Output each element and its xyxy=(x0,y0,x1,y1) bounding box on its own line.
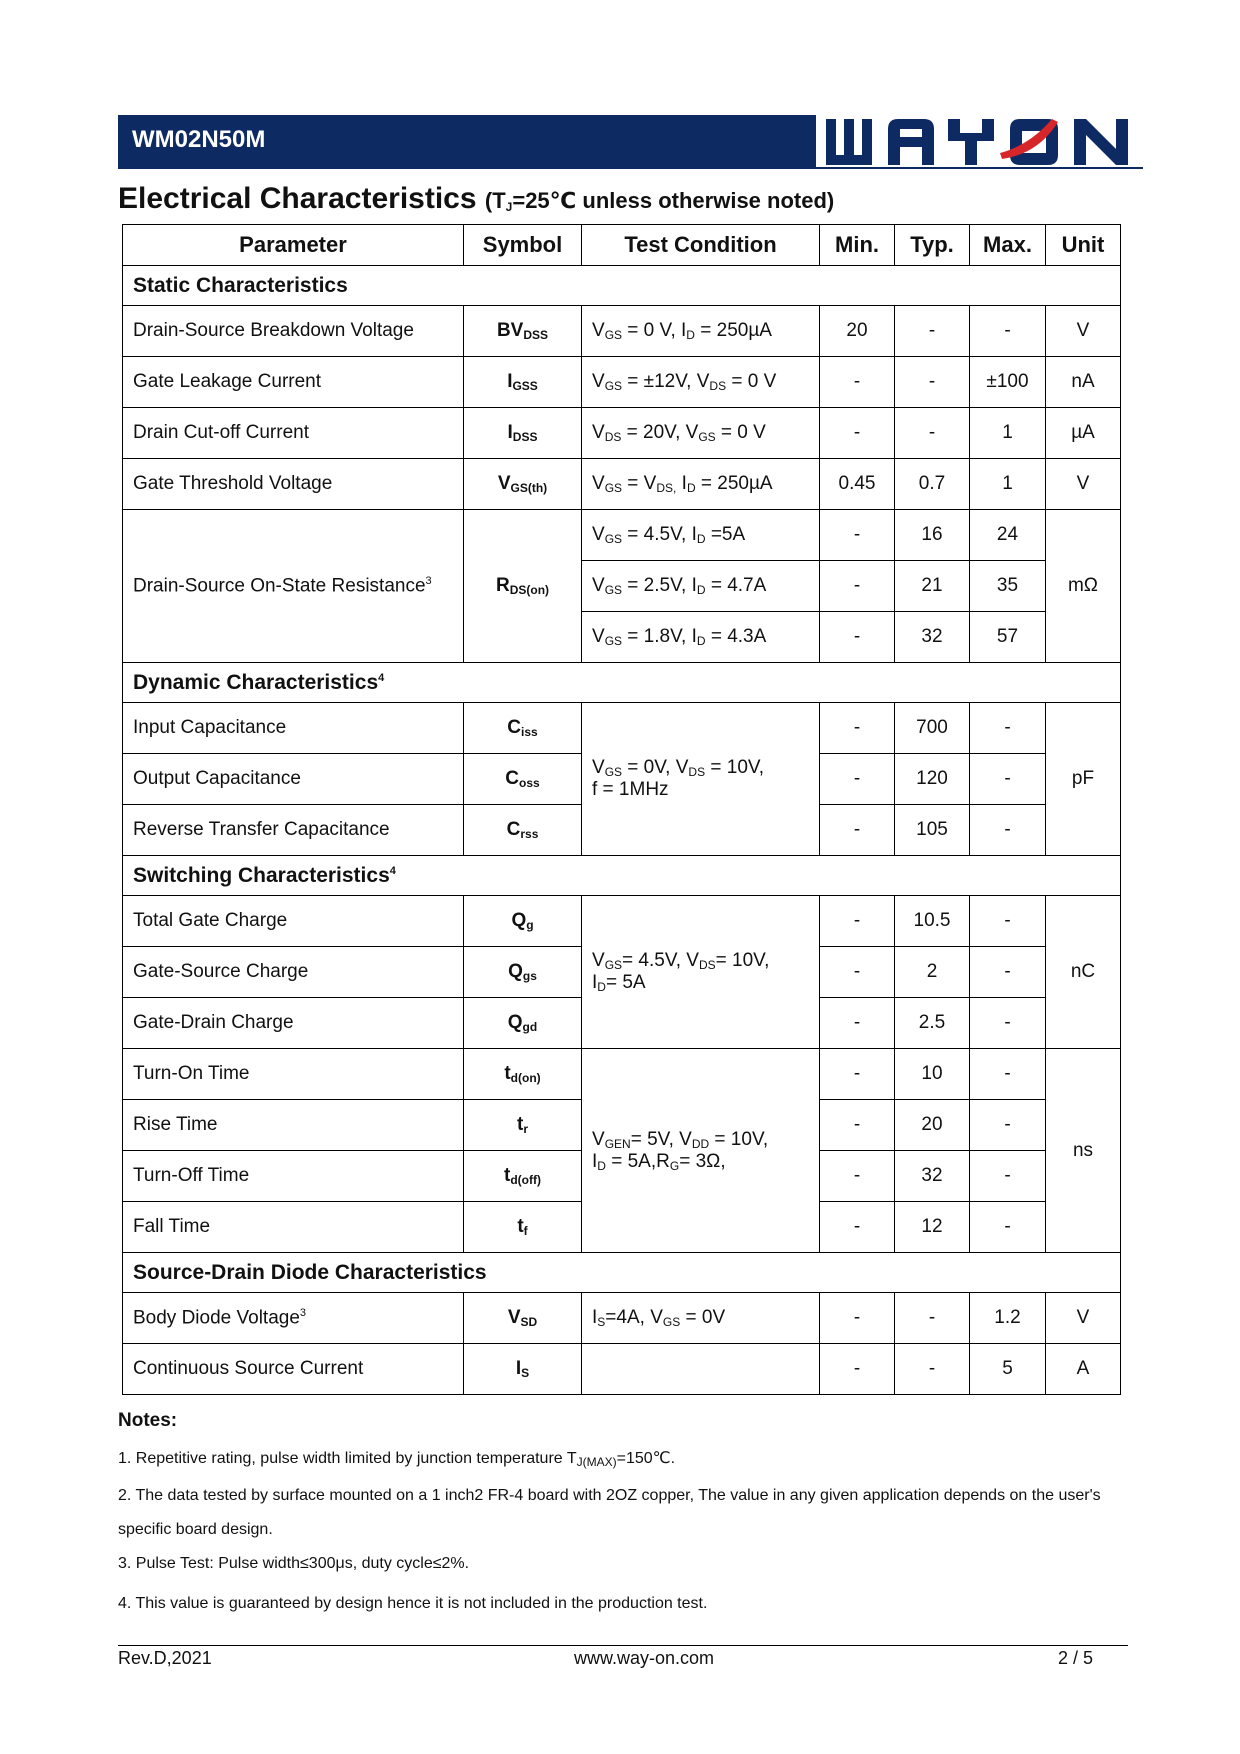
group-row-switching xyxy=(123,856,1121,896)
unit-cell: V xyxy=(1046,1293,1121,1344)
table-row xyxy=(123,1049,1121,1100)
param-cell: Gate Threshold Voltage xyxy=(123,459,464,510)
table-header-row xyxy=(123,225,1121,266)
typ-cell: - xyxy=(895,1293,970,1344)
note-3: 3. Pulse Test: Pulse width≤300μs, duty cycle≤2%. xyxy=(118,1555,470,1572)
table-row xyxy=(123,896,1121,947)
param-cell: Turn-On Time xyxy=(123,1049,464,1100)
unit-cell: V xyxy=(1046,459,1121,510)
min-cell: - xyxy=(820,1100,895,1151)
min-cell: - xyxy=(820,1151,895,1202)
column-header: Unit xyxy=(1046,225,1121,266)
max-cell: - xyxy=(970,805,1046,856)
symbol-cell: $V_{GS(th)}$ xyxy=(464,459,582,510)
min-cell: - xyxy=(820,561,895,612)
symbol-cell: $C_{rss}$ xyxy=(464,805,582,856)
group-row-diode xyxy=(123,1253,1121,1293)
param-cell: Drain-Source On-State Resistance$^3$ xyxy=(123,510,464,663)
condition-cell: $V_{GS} = 2.5V$, $I_D = 4.7A$ xyxy=(582,561,820,612)
footer-rule xyxy=(118,1645,1128,1646)
symbol-cell: $C_{iss}$ xyxy=(464,703,582,754)
max-cell: - xyxy=(970,754,1046,805)
max-cell: 24 xyxy=(970,510,1046,561)
min-cell: - xyxy=(820,805,895,856)
group-row-static xyxy=(123,266,1121,306)
condition-cell: $I_S=4A$, $V_{GS} = 0V$ xyxy=(582,1293,820,1344)
min-cell: 20 xyxy=(820,306,895,357)
min-cell: - xyxy=(820,1344,895,1395)
min-cell: - xyxy=(820,510,895,561)
group-label: Dynamic Characteristics$^4$ xyxy=(123,663,1121,703)
condition-cell: $V_{GS} = 0$ V, $I_D = 250\mu A$ xyxy=(582,306,820,357)
unit-cell: nC xyxy=(1046,896,1121,1049)
table-row xyxy=(123,459,1121,510)
param-cell: Continuous Source Current xyxy=(123,1344,464,1395)
typ-cell: - xyxy=(895,306,970,357)
min-cell: - xyxy=(820,998,895,1049)
condition-cell: $V_{GS} = \pm 12V$, $V_{DS} = 0$ V xyxy=(582,357,820,408)
max-cell: - xyxy=(970,1151,1046,1202)
param-cell: Rise Time xyxy=(123,1100,464,1151)
min-cell: - xyxy=(820,1202,895,1253)
column-header: Symbol xyxy=(464,225,582,266)
symbol-cell: $t_{d(off)}$ xyxy=(464,1151,582,1202)
typ-cell: 21 xyxy=(895,561,970,612)
typ-cell: 10 xyxy=(895,1049,970,1100)
unit-cell: V xyxy=(1046,306,1121,357)
symbol-cell: $I_{GSS}$ xyxy=(464,357,582,408)
condition-cell xyxy=(582,1344,820,1395)
symbol-cell: $Q_{gs}$ xyxy=(464,947,582,998)
max-cell: 35 xyxy=(970,561,1046,612)
symbol-cell: $BV_{DSS}$ xyxy=(464,306,582,357)
typ-cell: 0.7 xyxy=(895,459,970,510)
condition-cell: $V_{GS} = V_{DS,}$ $I_D = 250\mu A$ xyxy=(582,459,820,510)
column-header: Max. xyxy=(970,225,1046,266)
param-cell: Gate Leakage Current xyxy=(123,357,464,408)
section-title xyxy=(118,182,834,216)
wayon-logo xyxy=(824,113,1142,169)
param-cell: Fall Time xyxy=(123,1202,464,1253)
param-cell: Drain Cut-off Current xyxy=(123,408,464,459)
max-cell: - xyxy=(970,1100,1046,1151)
column-header: Min. xyxy=(820,225,895,266)
condition-cell: $V_{DS} = 20V$, $V_{GS} = 0$ V xyxy=(582,408,820,459)
max-cell: ±100 xyxy=(970,357,1046,408)
table-row xyxy=(123,357,1121,408)
symbol-cell: $Q_{gd}$ xyxy=(464,998,582,1049)
column-header: Typ. xyxy=(895,225,970,266)
column-header: Test Condition xyxy=(582,225,820,266)
typ-cell: 32 xyxy=(895,1151,970,1202)
typ-cell: - xyxy=(895,357,970,408)
max-cell: 5 xyxy=(970,1344,1046,1395)
min-cell: - xyxy=(820,1293,895,1344)
table-row xyxy=(123,703,1121,754)
min-cell: - xyxy=(820,896,895,947)
notes-title: Notes: xyxy=(118,1410,178,1431)
max-cell: 1 xyxy=(970,408,1046,459)
max-cell: 1.2 xyxy=(970,1293,1046,1344)
unit-cell: nA xyxy=(1046,357,1121,408)
section-condition: ($T_J=25℃$ unless otherwise noted) xyxy=(484,188,835,214)
unit-cell: µA xyxy=(1046,408,1121,459)
param-cell: Total Gate Charge xyxy=(123,896,464,947)
typ-cell: 16 xyxy=(895,510,970,561)
min-cell: - xyxy=(820,703,895,754)
symbol-cell: $t_r$ xyxy=(464,1100,582,1151)
condition-cell: $V_{GS} = 1.8V$, $I_D = 4.3A$ xyxy=(582,612,820,663)
typ-cell: 32 xyxy=(895,612,970,663)
table-row xyxy=(123,1344,1121,1395)
param-cell: Gate-Drain Charge xyxy=(123,998,464,1049)
min-cell: - xyxy=(820,1049,895,1100)
part-number: WM02N50M xyxy=(132,126,266,153)
param-cell: Reverse Transfer Capacitance xyxy=(123,805,464,856)
unit-cell: A xyxy=(1046,1344,1121,1395)
condition-cell: $V_{GEN}= 5V$, $V_{DD} = 10V$, $I_D = 5A,R_G= 3\Omega$, xyxy=(582,1049,820,1253)
typ-cell: 10.5 xyxy=(895,896,970,947)
unit-cell: ns xyxy=(1046,1049,1121,1253)
typ-cell: 20 xyxy=(895,1100,970,1151)
electrical-characteristics-table xyxy=(122,224,1121,1395)
max-cell: 57 xyxy=(970,612,1046,663)
max-cell: - xyxy=(970,306,1046,357)
symbol-cell: $t_f$ xyxy=(464,1202,582,1253)
note-2: 2. The data tested by surface mounted on a 1 inch2 FR-4 board with 2OZ copper, The value in any given application depends on the user's specific board design. xyxy=(118,1487,1101,1538)
table-row xyxy=(123,1293,1121,1344)
group-label: Static Characteristics xyxy=(123,266,1121,306)
max-cell: 1 xyxy=(970,459,1046,510)
unit-cell: mΩ xyxy=(1046,510,1121,663)
note-4: 4. This value is guaranteed by design hence it is not included in the production test. xyxy=(118,1595,708,1612)
symbol-cell: $C_{oss}$ xyxy=(464,754,582,805)
max-cell: - xyxy=(970,998,1046,1049)
notes-section xyxy=(118,1410,1128,1621)
symbol-cell: $R_{DS(on)}$ xyxy=(464,510,582,663)
condition-cell: $V_{GS} = 4.5V$, $I_D =5A$ xyxy=(582,510,820,561)
min-cell: 0.45 xyxy=(820,459,895,510)
typ-cell: - xyxy=(895,1344,970,1395)
param-cell: Turn-Off Time xyxy=(123,1151,464,1202)
max-cell: - xyxy=(970,947,1046,998)
section-title-text: Electrical Characteristics xyxy=(118,182,477,215)
symbol-cell: $t_{d(on)}$ xyxy=(464,1049,582,1100)
table-row xyxy=(123,510,1121,561)
symbol-cell: $I_{DSS}$ xyxy=(464,408,582,459)
column-header: Parameter xyxy=(123,225,464,266)
typ-cell: - xyxy=(895,408,970,459)
group-label: Switching Characteristics$^4$ xyxy=(123,856,1121,896)
symbol-cell: $I_S$ xyxy=(464,1344,582,1395)
footer-revision: Rev.D,2021 xyxy=(118,1648,212,1668)
param-cell: Gate-Source Charge xyxy=(123,947,464,998)
param-cell: Output Capacitance xyxy=(123,754,464,805)
max-cell: - xyxy=(970,1202,1046,1253)
typ-cell: 2.5 xyxy=(895,998,970,1049)
min-cell: - xyxy=(820,408,895,459)
table-row xyxy=(123,408,1121,459)
param-cell: Drain-Source Breakdown Voltage xyxy=(123,306,464,357)
note-1: 1. Repetitive rating, pulse width limited by junction temperature $T_{J(MAX)}=150℃$. xyxy=(118,1450,676,1469)
min-cell: - xyxy=(820,357,895,408)
min-cell: - xyxy=(820,612,895,663)
symbol-cell: $Q_g$ xyxy=(464,896,582,947)
max-cell: - xyxy=(970,896,1046,947)
condition-cell: $V_{GS}= 4.5V$, $V_{DS}= 10V$, $I_D= 5A$ xyxy=(582,896,820,1049)
typ-cell: 700 xyxy=(895,703,970,754)
param-cell: Body Diode Voltage$^3$ xyxy=(123,1293,464,1344)
max-cell: - xyxy=(970,703,1046,754)
typ-cell: 120 xyxy=(895,754,970,805)
typ-cell: 2 xyxy=(895,947,970,998)
footer-page-number: 2 / 5 xyxy=(1058,1648,1094,1668)
condition-cell: $V_{GS} = 0V$, $V_{DS} = 10V$, f = 1MHz xyxy=(582,703,820,856)
min-cell: - xyxy=(820,754,895,805)
min-cell: - xyxy=(820,947,895,998)
param-cell: Input Capacitance xyxy=(123,703,464,754)
typ-cell: 12 xyxy=(895,1202,970,1253)
typ-cell: 105 xyxy=(895,805,970,856)
group-row-dynamic xyxy=(123,663,1121,703)
table-row xyxy=(123,306,1121,357)
symbol-cell: $V_{SD}$ xyxy=(464,1293,582,1344)
unit-cell: pF xyxy=(1046,703,1121,856)
header-bar xyxy=(118,115,816,167)
group-label: Source-Drain Diode Characteristics xyxy=(123,1253,1121,1293)
max-cell: - xyxy=(970,1049,1046,1100)
footer-website: www.way-on.com xyxy=(574,1648,715,1668)
